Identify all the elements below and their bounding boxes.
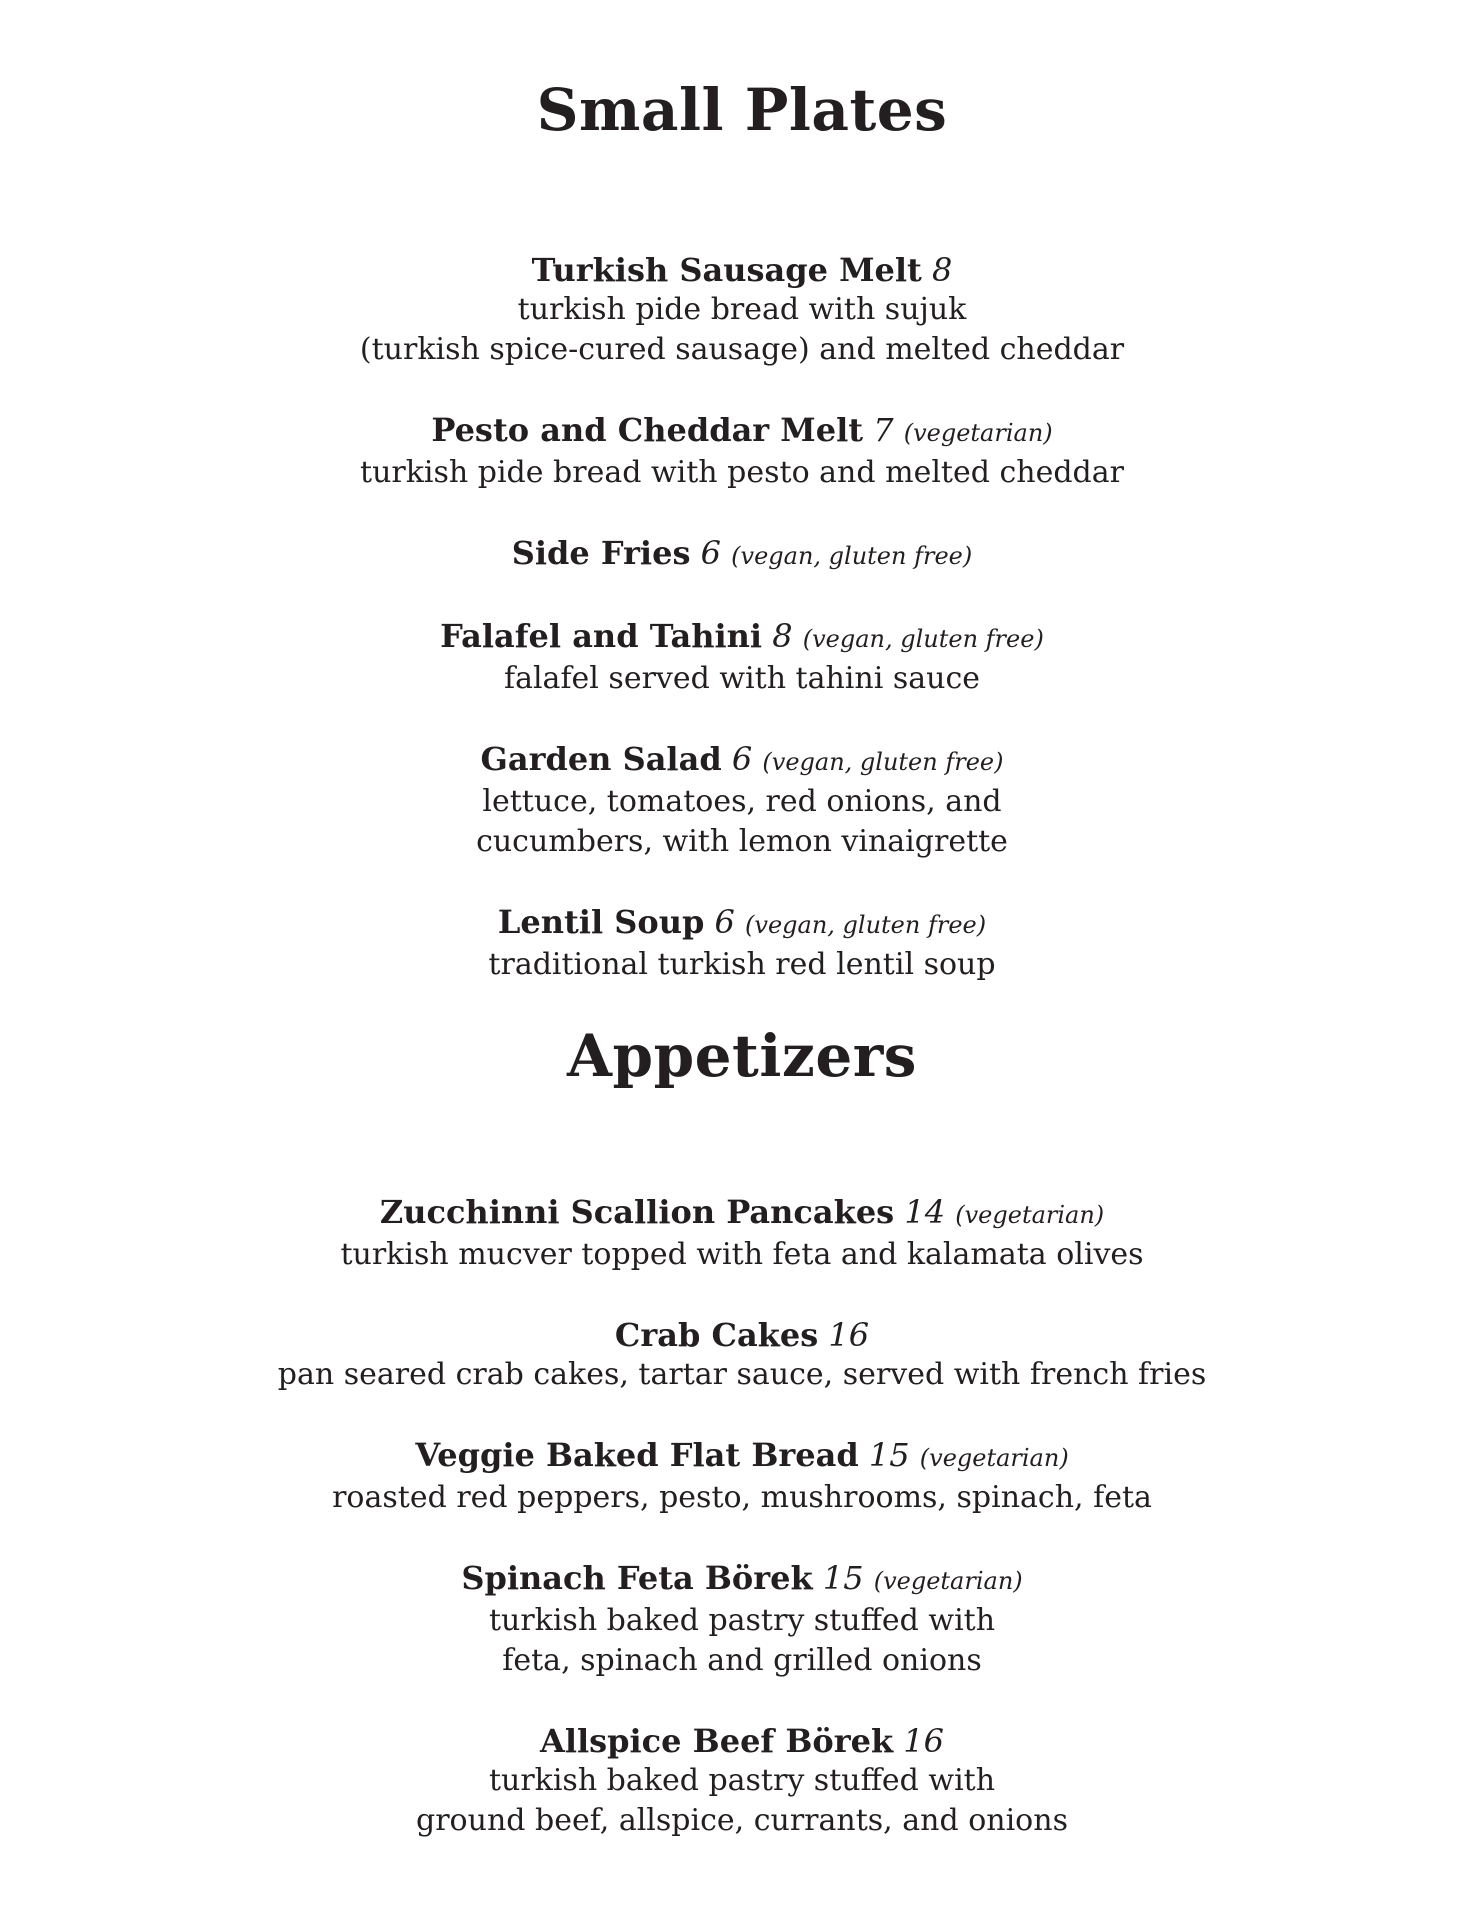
menu-items bbox=[0, 250, 1484, 985]
menu-item-crab-cakes bbox=[0, 1315, 1484, 1395]
section-appetizers bbox=[0, 1018, 1484, 1841]
item-price: 15 bbox=[868, 1436, 910, 1474]
item-heading bbox=[0, 1315, 1484, 1355]
item-price: 16 bbox=[828, 1316, 870, 1354]
menu-item-falafel-tahini bbox=[0, 616, 1484, 699]
item-description: pan seared crab cakes, tartar sauce, served with french fries bbox=[277, 1357, 1207, 1392]
item-name: Crab Cakes bbox=[614, 1316, 819, 1354]
menu-item-zucchinni-scallion-pancakes bbox=[0, 1192, 1484, 1275]
item-description: roasted red peppers, pesto, mushrooms, spinach, feta bbox=[332, 1480, 1152, 1515]
item-heading bbox=[0, 616, 1484, 659]
item-price: 6 bbox=[731, 740, 753, 778]
menu-item-veggie-baked-flat-bread bbox=[0, 1435, 1484, 1518]
item-name: Side Fries bbox=[511, 534, 691, 572]
item-heading bbox=[0, 533, 1484, 576]
item-heading bbox=[0, 902, 1484, 945]
item-price: 6 bbox=[714, 903, 735, 941]
item-name: Spinach Feta Börek bbox=[461, 1559, 813, 1597]
item-name: Zucchinni Scallion Pancakes bbox=[379, 1193, 895, 1231]
item-dietary-tag: (vegetarian) bbox=[873, 1567, 1023, 1595]
item-description: falafel served with tahini sauce bbox=[503, 661, 981, 696]
menu-items bbox=[0, 1192, 1484, 1841]
item-dietary-tag: (vegan, gluten free) bbox=[762, 748, 1004, 776]
menu-item-turkish-sausage-melt bbox=[0, 250, 1484, 370]
item-price: 8 bbox=[932, 251, 953, 289]
menu-item-spinach-feta-borek bbox=[0, 1558, 1484, 1681]
item-name: Allspice Beef Börek bbox=[539, 1722, 894, 1760]
section-title: Small Plates bbox=[536, 76, 948, 144]
item-dietary-tag: (vegetarian) bbox=[903, 419, 1053, 447]
item-heading bbox=[0, 1192, 1484, 1235]
item-price: 6 bbox=[700, 534, 721, 572]
menu-item-lentil-soup bbox=[0, 902, 1484, 985]
item-price: 7 bbox=[873, 411, 894, 449]
item-description: (turkish spice-cured sausage) and melted cheddar bbox=[359, 332, 1125, 367]
section-small-plates bbox=[0, 72, 1484, 985]
section-title: Appetizers bbox=[567, 1022, 917, 1090]
item-dietary-tag: (vegan, gluten free) bbox=[731, 542, 973, 570]
item-description: cucumbers, with lemon vinaigrette bbox=[476, 824, 1008, 859]
item-description: turkish baked pastry stuffed with bbox=[488, 1763, 996, 1798]
item-price: 14 bbox=[904, 1193, 946, 1231]
item-heading bbox=[0, 1435, 1484, 1478]
menu-item-garden-salad bbox=[0, 739, 1484, 862]
item-heading bbox=[0, 1558, 1484, 1601]
item-description: feta, spinach and grilled onions bbox=[502, 1643, 982, 1678]
item-description: turkish pide bread with sujuk bbox=[517, 292, 967, 327]
item-heading bbox=[0, 250, 1484, 290]
item-price: 15 bbox=[822, 1559, 864, 1597]
menu-item-side-fries bbox=[0, 533, 1484, 576]
item-dietary-tag: (vegan, gluten free) bbox=[802, 625, 1044, 653]
item-dietary-tag: (vegetarian) bbox=[919, 1444, 1069, 1472]
item-dietary-tag: (vegetarian) bbox=[955, 1201, 1105, 1229]
item-price: 16 bbox=[903, 1722, 944, 1760]
item-description: ground beef, allspice, currants, and onions bbox=[416, 1803, 1068, 1838]
item-price: 8 bbox=[772, 617, 793, 655]
item-heading bbox=[0, 410, 1484, 453]
item-heading bbox=[0, 1721, 1484, 1761]
item-description: turkish baked pastry stuffed with bbox=[488, 1603, 996, 1638]
item-name: Veggie Baked Flat Bread bbox=[415, 1436, 859, 1474]
menu-item-pesto-cheddar-melt bbox=[0, 410, 1484, 493]
item-name: Falafel and Tahini bbox=[440, 617, 763, 655]
item-dietary-tag: (vegan, gluten free) bbox=[745, 911, 987, 939]
item-description: traditional turkish red lentil soup bbox=[488, 947, 996, 982]
item-description: turkish pide bread with pesto and melted cheddar bbox=[360, 455, 1124, 490]
item-name: Garden Salad bbox=[480, 740, 722, 778]
item-description: turkish mucver topped with feta and kalamata olives bbox=[340, 1237, 1144, 1272]
item-heading bbox=[0, 739, 1484, 782]
item-name: Lentil Soup bbox=[497, 903, 705, 941]
item-description: lettuce, tomatoes, red onions, and bbox=[482, 784, 1002, 819]
menu-item-allspice-beef-borek bbox=[0, 1721, 1484, 1841]
item-name: Pesto and Cheddar Melt bbox=[431, 411, 864, 449]
item-name: Turkish Sausage Melt bbox=[531, 251, 922, 289]
